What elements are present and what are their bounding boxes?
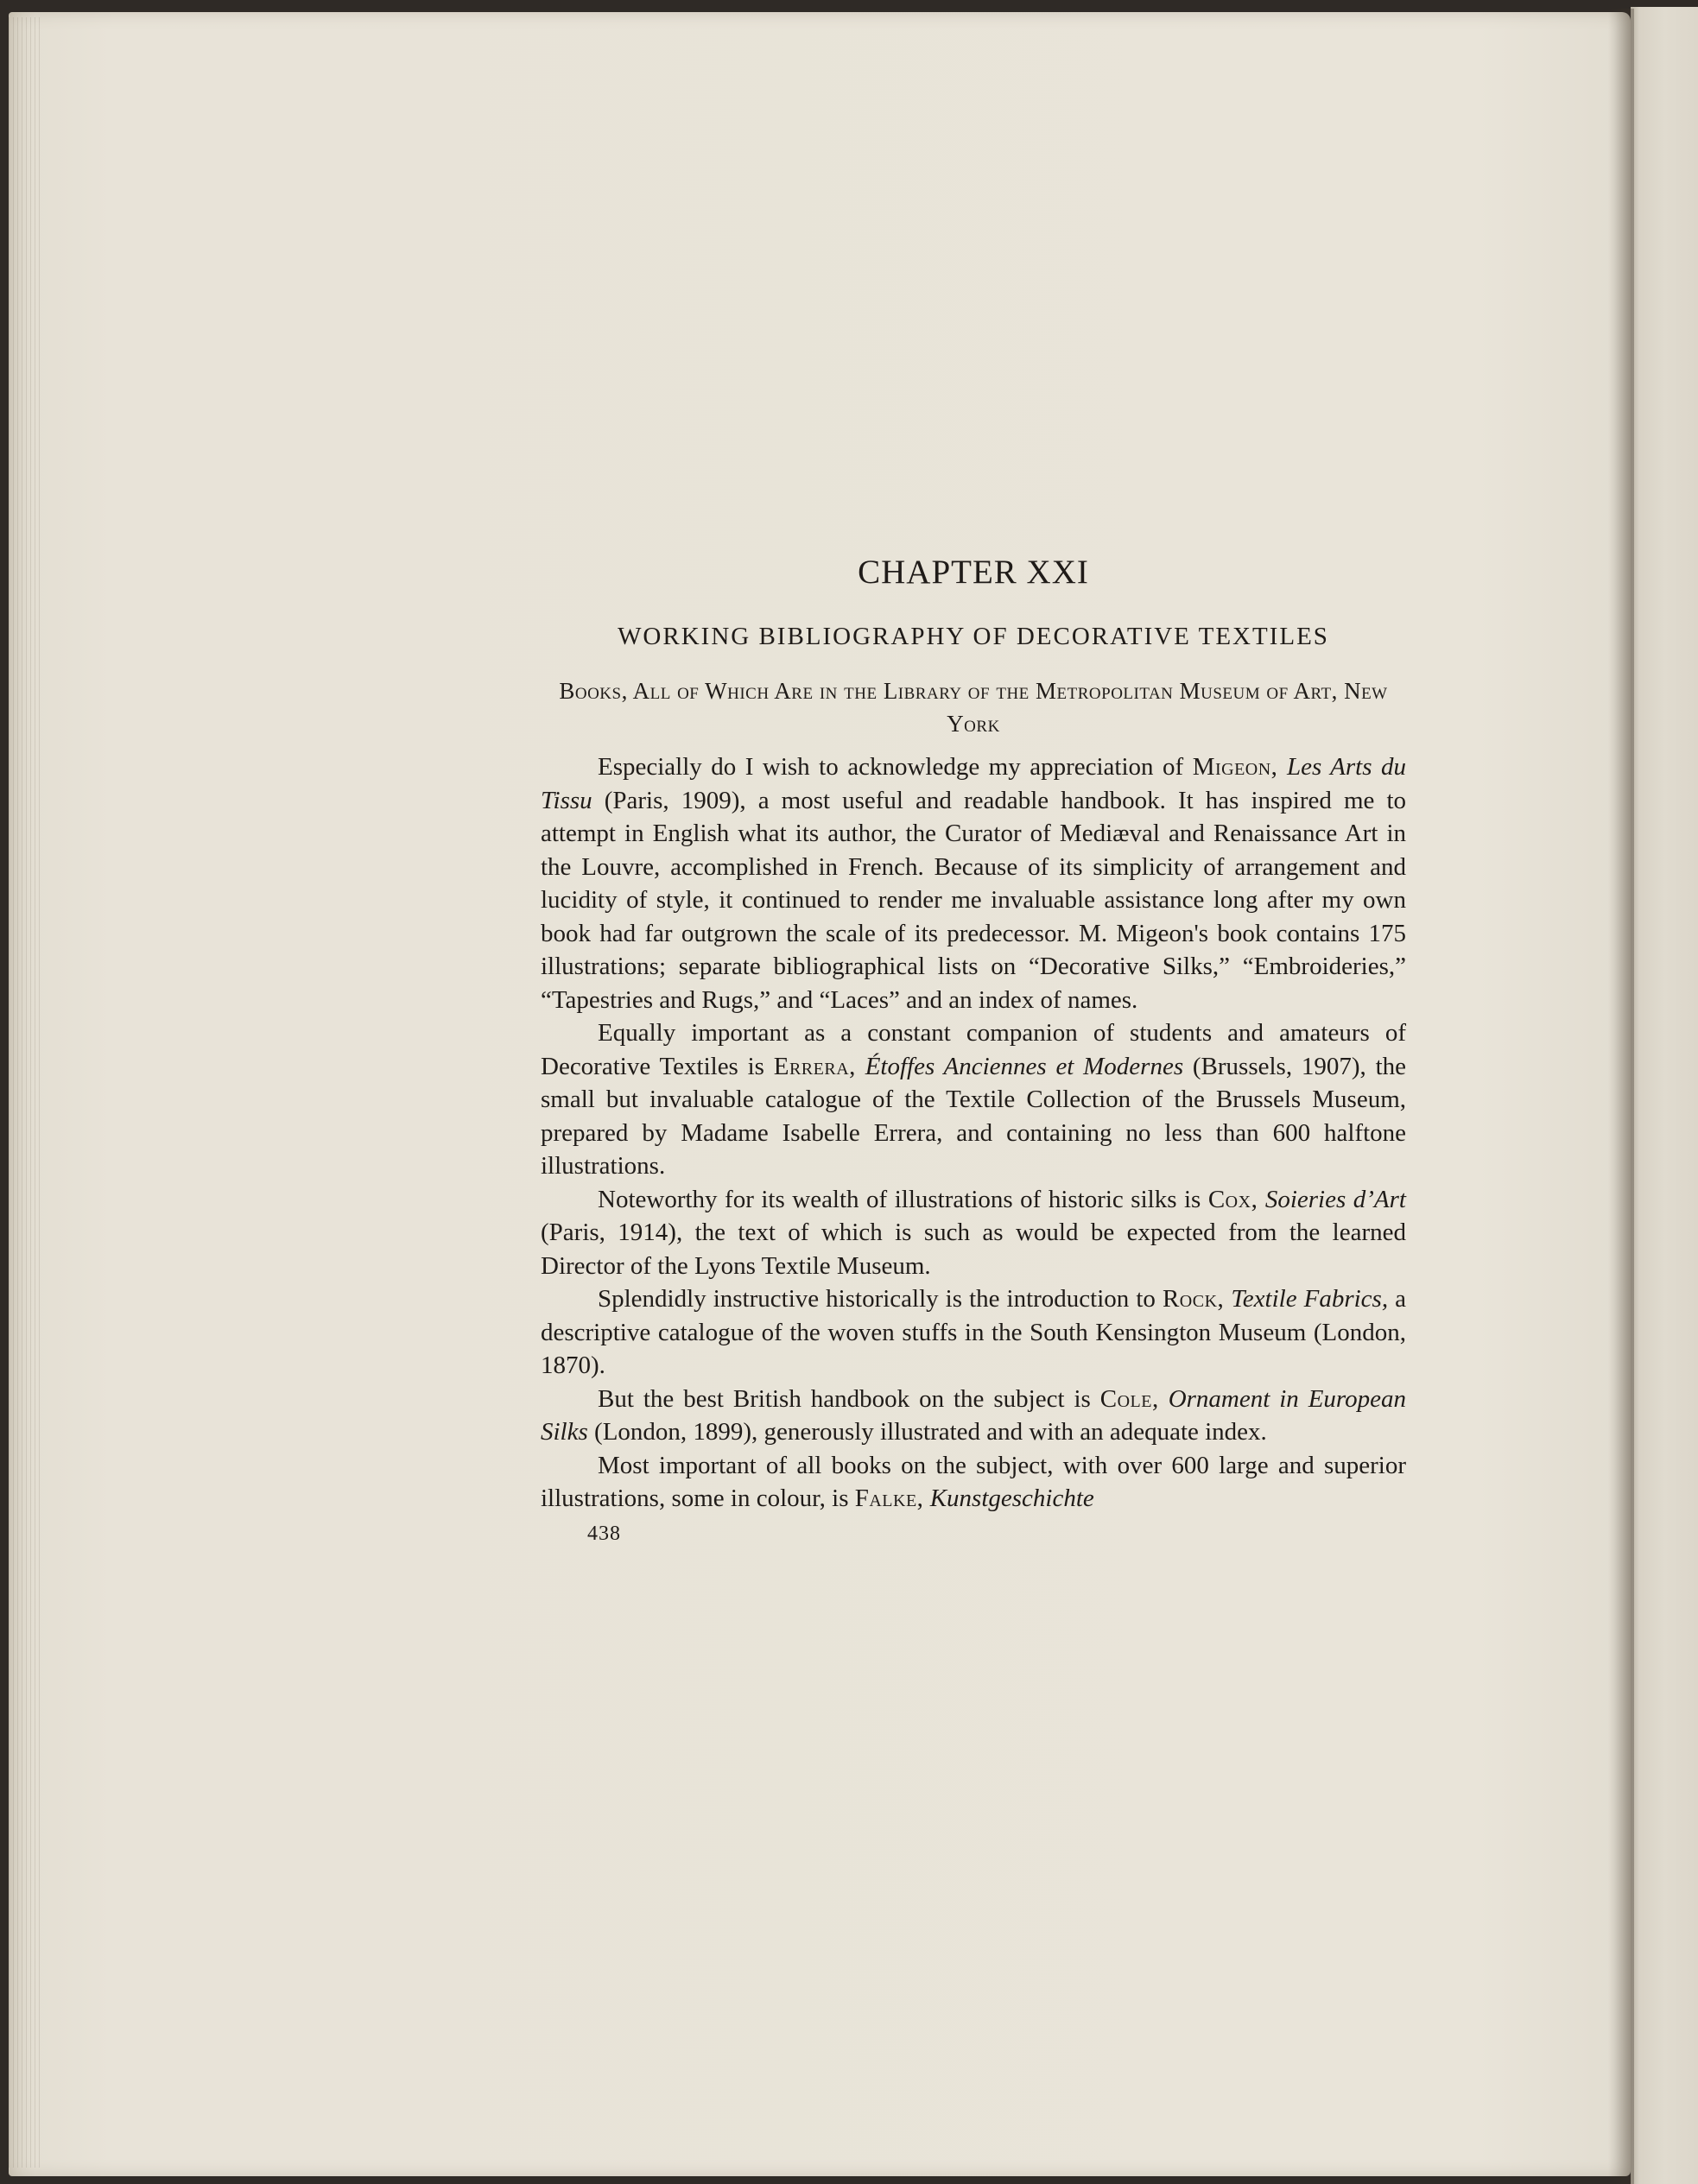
text (923, 1484, 929, 1512)
text: Especially do I wish to acknowledge my appreciation of (598, 753, 1193, 781)
work-title: Textile Fabrics, (1231, 1285, 1389, 1313)
text (1277, 753, 1287, 781)
text (1258, 1186, 1265, 1213)
text: (London, 1899), generously illustrated and with an adequate index. (587, 1418, 1267, 1446)
text (856, 1053, 865, 1080)
work-title: Ornament in European Silks (541, 1384, 1407, 1446)
paragraph-falke (541, 1449, 1406, 1516)
text: (Brussels, 1907), the small but invaluable catalogue of the Textile Collection of the Brussels Museum, prepared by Madame Isabelle Errera, and containing no less than 600 halftone illustrations. (541, 1052, 1406, 1180)
gutter-shadow (1608, 9, 1634, 2184)
text: Splendidly instructive historically is the introduction to (598, 1285, 1163, 1313)
work-title: Étoffes Anciennes et Modernes (865, 1052, 1184, 1080)
work-title: Kunstgeschichte (929, 1484, 1094, 1512)
author-name: Migeon, (1192, 753, 1278, 781)
author-name: Falke, (854, 1484, 924, 1512)
text: Most important of all books on the subject, with over 600 large and superior illustrations, some in colour, is (541, 1451, 1406, 1512)
paragraph-cole (541, 1383, 1406, 1449)
section-subtitle: Books, All of Which Are in the Library of the Metropolitan Museum of Art, New York (559, 678, 1388, 737)
text: Equally important as a constant companion of students and amateurs of Decorative Textiles is (541, 1019, 1406, 1080)
paragraph-errera (541, 1016, 1406, 1183)
paragraph-rock (541, 1282, 1406, 1383)
text: Noteworthy for its wealth of illustrations of historic silks is (598, 1185, 1208, 1213)
text: (Paris, 1914), the text of which is such as would be expected from the learned Director of the Lyons Textile Museum. (541, 1219, 1406, 1280)
text: But the best British handbook on the subject is (598, 1384, 1100, 1413)
author-name: Cole, (1099, 1384, 1159, 1413)
page-text (541, 553, 1406, 1546)
text: (Paris, 1909), a most useful and readable handbook. It has inspired me to attempt in English what its author, the Curator of Mediæval and Renaissance Art in the Louvre, accomplished in French. Because of its simplicity of arrangement and lucidity of style, it continued to render me invaluable assistance long after my own book had far outgrown the scale of its predecessor. M. Migeon's book contains 175 illustrations; separate bibliographical lists on “Decorative Silks,” “Embroideries,” “Tapestries and Rugs,” and “Laces” and an index of names. (541, 786, 1406, 1014)
text: a descriptive catalogue of the woven stuffs in the South Kensington Museum (London, 1870). (541, 1285, 1407, 1379)
author-name: Rock, (1162, 1285, 1225, 1313)
facing-page-edge (1631, 7, 1698, 2184)
author-name: Errera, (773, 1052, 856, 1080)
work-title: Les Arts du Tissu (541, 753, 1407, 814)
page-edge-stack (9, 17, 43, 2168)
paragraph-cox (541, 1183, 1406, 1283)
text (1159, 1385, 1169, 1413)
page-number: 438 (587, 1522, 621, 1545)
paragraph-migeon (541, 750, 1406, 1016)
chapter-heading: CHAPTER XXI (858, 554, 1089, 591)
chapter-title: WORKING BIBLIOGRAPHY OF DECORATIVE TEXTILES (618, 623, 1329, 650)
author-name: Cox, (1207, 1185, 1258, 1213)
work-title: Soieries d’Art (1264, 1185, 1406, 1213)
